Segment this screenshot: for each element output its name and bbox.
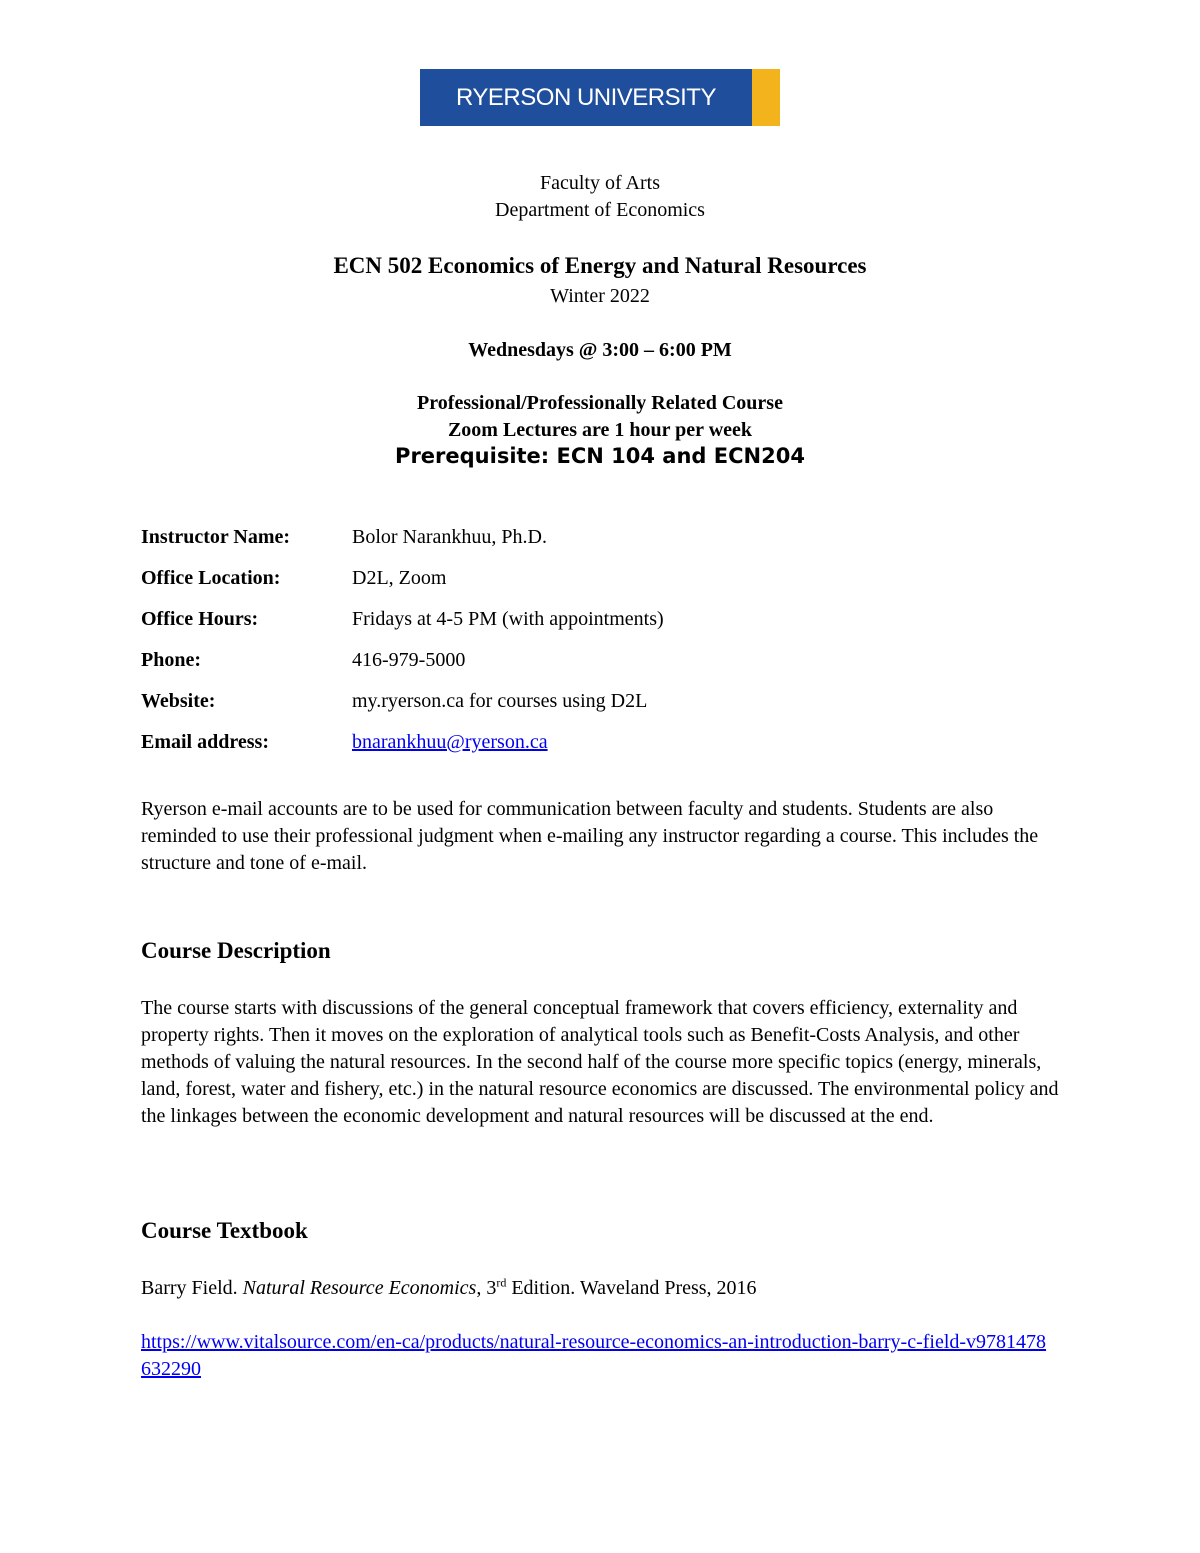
prerequisite: Prerequisite: ECN 104 and ECN204 <box>395 444 805 468</box>
course-type: Professional/Professionally Related Course <box>417 392 783 414</box>
course-schedule: Wednesdays @ 3:00 – 6:00 PM <box>468 339 732 361</box>
info-label: Website: <box>141 690 216 712</box>
course-title: ECN 502 Economics of Energy and Natural Resources <box>333 253 867 278</box>
course-textbook-heading: Course Textbook <box>141 1218 308 1243</box>
info-value: D2L, Zoom <box>352 567 447 589</box>
textbook-edition-number: , 3 <box>476 1277 497 1299</box>
info-label: Instructor Name: <box>141 526 291 548</box>
info-value: my.ryerson.ca for courses using D2L <box>352 690 648 712</box>
info-label: Office Hours: <box>141 608 259 630</box>
info-value: Bolor Narankhuu, Ph.D. <box>352 526 547 548</box>
email-policy-paragraph: Ryerson e-mail accounts are to be used for communication between faculty and students. Students are also reminded to use their professional judgment when e-mailing any instructor regarding a course. This includes the structure and tone of e-mail. <box>141 798 1039 874</box>
faculty-name: Faculty of Arts <box>540 172 660 194</box>
email-link[interactable]: bnarankhuu@ryerson.ca <box>352 731 548 753</box>
textbook-edition-suffix: rd <box>496 1275 507 1290</box>
course-description-heading: Course Description <box>141 938 331 963</box>
info-value: 416-979-5000 <box>352 649 466 671</box>
textbook-url-link[interactable]: https://www.vitalsource.com/en-ca/products/natural-resource-economics-an-introduction-barry-c-field-v9781478632290 <box>141 1331 1047 1380</box>
info-label: Phone: <box>141 649 201 671</box>
info-value: Fridays at 4-5 PM (with appointments) <box>352 608 664 630</box>
textbook-title: Natural Resource Economics <box>242 1277 477 1299</box>
lecture-note: Zoom Lectures are 1 hour per week <box>447 419 753 441</box>
logo-wordmark: RYERSON UNIVERSITY <box>420 69 752 126</box>
textbook-author: Barry Field. <box>141 1277 243 1299</box>
textbook-citation <box>141 1275 1061 1302</box>
university-logo <box>420 69 780 126</box>
logo-gold-bar <box>752 69 780 126</box>
course-term: Winter 2022 <box>550 285 650 307</box>
textbook-publisher: Edition. Waveland Press, 2016 <box>506 1277 757 1299</box>
info-label: Email address: <box>141 731 269 753</box>
course-description-body: The course starts with discussions of the general conceptual framework that covers efficiency, externality and property rights. Then it moves on the exploration of analytical tools such as Benefit-Costs Analysis, and other methods of valuing the natural resources. In the second half of the course more specific topics (energy, minerals, land, forest, water and fishery, etc.) in the natural resource economics are discussed. The environmental policy and the linkages between the economic development and natural resources will be discussed at the end. <box>141 997 1059 1127</box>
department-name: Department of Economics <box>495 199 705 221</box>
info-label: Office Location: <box>141 567 281 589</box>
